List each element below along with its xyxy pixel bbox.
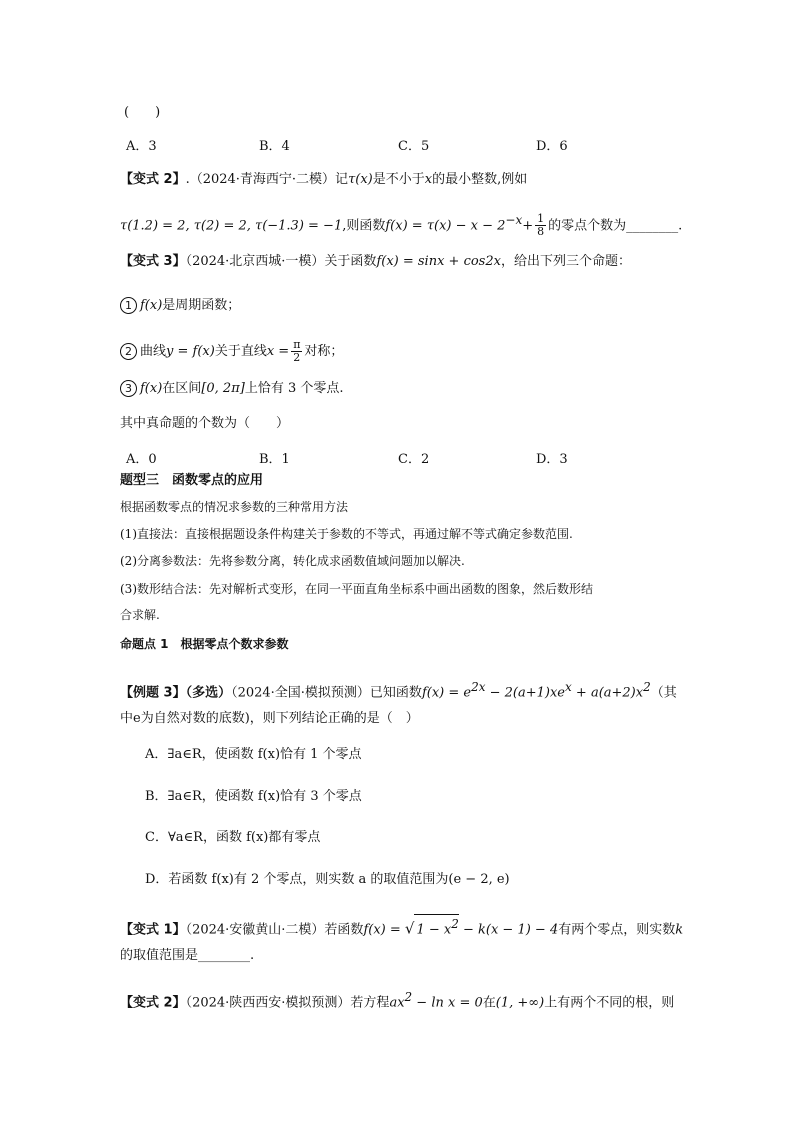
frac-numerator: π xyxy=(293,338,301,351)
exp-2x: 2x xyxy=(471,680,486,694)
variant2-line2-text: ,则函数 xyxy=(342,218,386,234)
fraction-one-eighth xyxy=(535,213,546,238)
p3-interval: [0, 2π] xyxy=(201,381,245,396)
variant1b-line2: 的取值范围是________. xyxy=(120,948,255,963)
circle-number-3: 3 xyxy=(120,380,137,397)
example3-func-c: + a(a+2)x xyxy=(571,685,644,701)
section-heading: 题型三 函数零点的应用 xyxy=(120,473,264,488)
variant3-function: f(x) = sinx + cos2x xyxy=(376,254,501,269)
variant3-question: 其中真命题的个数为（ ） xyxy=(120,416,290,431)
sqrt-icon: √ xyxy=(404,919,415,938)
q1-option-d: D．6 xyxy=(536,139,568,154)
p3-text-d: 上恰有 3 个零点. xyxy=(244,381,344,396)
variant2-tag: 【变式 2】 xyxy=(120,172,186,187)
q1-option-b: B．4 xyxy=(259,139,290,154)
variant2-text2: 的最小整数,例如 xyxy=(432,172,528,187)
variant1b-source: （2024·安徽黄山·二模）若函数 xyxy=(185,922,364,938)
method-2: (2)分离参数法：先将参数分离，转化成求函数值域问题加以解决. xyxy=(120,554,465,568)
fraction-pi-over-2 xyxy=(291,339,302,364)
variant2b-line1 xyxy=(120,988,674,1012)
variant2b-rest: 上有两个不同的根，则 xyxy=(544,995,675,1011)
example3-tag: 【例题 3】（多选） xyxy=(120,685,232,701)
q1-option-c: C．5 xyxy=(398,139,430,154)
p2-text-c: 关于直线 xyxy=(214,344,267,359)
variable-x: x xyxy=(424,172,433,187)
exp-2: 2 xyxy=(643,680,651,694)
variant3-line1 xyxy=(120,253,631,271)
section-intro: 根据函数零点的情况求参数的三种常用方法 xyxy=(120,500,349,514)
example3-option-a: A．∃a∈R，使函数 f(x)恰有 1 个零点 xyxy=(145,747,362,762)
p2-curve: y = f(x) xyxy=(166,344,215,359)
p3-func: f(x) xyxy=(140,381,163,396)
v3-option-c: C．2 xyxy=(398,452,430,467)
radicand-text: 1 − x xyxy=(416,922,452,938)
answer-paren-line: ( ) xyxy=(124,105,161,120)
variant2b-eq-a: ax xyxy=(389,995,405,1011)
circle-number-2: 2 xyxy=(120,343,137,360)
frac-numerator: 1 xyxy=(537,212,545,226)
tau-examples: τ(1.2) = 2, τ(2) = 2, τ(−1.3) = −1 xyxy=(120,218,343,234)
example3-option-c: C．∀a∈R，函数 f(x)都有零点 xyxy=(145,830,321,845)
example3-func-b: − 2(a+1)xe xyxy=(485,685,565,701)
variant2b-source: （2024·陕西西安·模拟预测）若方程 xyxy=(185,995,390,1011)
variant1b-f2: − k(x − 1) − 4 xyxy=(458,922,559,938)
variant1b-tag: 【变式 1】 xyxy=(120,922,186,938)
proposition-3 xyxy=(120,380,343,398)
variant2b-mid: 在 xyxy=(482,995,496,1011)
tau-expr: τ(x) xyxy=(348,172,373,187)
q1-option-a: A．3 xyxy=(126,139,157,154)
variant2b-exp: 2 xyxy=(404,990,413,1004)
variant2-function: f(x) = τ(x) − x − 2 xyxy=(385,218,506,234)
variant2-source: .（2024·青海西宁·二模）记 xyxy=(185,172,349,187)
exp-x: x xyxy=(565,680,572,694)
p1-func: f(x) xyxy=(140,298,163,313)
variable-k: k xyxy=(675,922,684,938)
frac-denominator: 8 xyxy=(537,225,545,239)
variant2-text1: 是不小于 xyxy=(372,172,425,187)
variant3-tag: 【变式 3】 xyxy=(120,254,186,269)
method-3-line2: 合求解. xyxy=(120,608,160,622)
variant2-line1 xyxy=(120,171,527,189)
variant1b-rest: 有两个零点，则实数 xyxy=(558,922,676,938)
variant1b-f1: f(x) = xyxy=(363,922,405,938)
p1-text: 是周期函数； xyxy=(162,298,241,313)
variant3-rest: ，给出下列三个命题： xyxy=(500,254,631,269)
variant2b-interval: (1, +∞) xyxy=(495,995,545,1011)
variant3-source: （2024·北京西城·一模）关于函数 xyxy=(185,254,377,269)
circle-number-1: 1 xyxy=(120,297,137,314)
proposition-2 xyxy=(120,339,343,364)
variant2b-eq-b: − ln x = 0 xyxy=(412,995,483,1011)
method-1: (1)直接法：直接根据题设条件构建关于参数的不等式，再通过解不等式确定参数范围. xyxy=(120,527,573,541)
proposition-point-heading: 命题点 1 根据零点个数求参数 xyxy=(120,637,289,651)
plus-sign: + xyxy=(522,218,534,234)
example3-option-d: D．若函数 f(x)有 2 个零点，则实数 a 的取值范围为(e − 2, e) xyxy=(145,872,510,887)
p2-line-eq: x = xyxy=(266,344,290,359)
variant2-line2 xyxy=(120,211,682,238)
proposition-1 xyxy=(120,297,240,315)
example3-option-b: B．∃a∈R，使函数 f(x)恰有 3 个零点 xyxy=(145,789,362,804)
frac-denominator: 2 xyxy=(293,351,301,364)
radicand xyxy=(414,914,458,939)
p3-text-b: 在区间 xyxy=(162,381,202,396)
example3-line2: 中e为自然对数的底数)，则下列结论正确的是（ ） xyxy=(120,711,419,726)
v3-option-b: B．1 xyxy=(259,452,290,467)
v3-option-d: D．3 xyxy=(536,452,568,467)
example3-line1 xyxy=(120,678,677,702)
example3-rest: （其 xyxy=(650,685,677,701)
exponent: −x xyxy=(505,213,523,227)
p2-text-e: 对称； xyxy=(304,344,344,359)
variant2b-tag: 【变式 2】 xyxy=(120,995,186,1011)
example3-func-a: f(x) = e xyxy=(421,685,472,701)
variant1b-line1 xyxy=(120,914,683,939)
v3-option-a: A．0 xyxy=(126,452,157,467)
example3-source: （2024·全国·模拟预测）已知函数 xyxy=(231,685,422,701)
method-3-line1: (3)数形结合法：先对解析式变形，在同一平面直角坐标系中画出函数的图象，然后数形结 xyxy=(120,582,594,596)
variant2-blank: 的零点个数为________. xyxy=(548,218,683,234)
radicand-exp: 2 xyxy=(451,917,459,931)
p2-text-a: 曲线 xyxy=(140,344,167,359)
